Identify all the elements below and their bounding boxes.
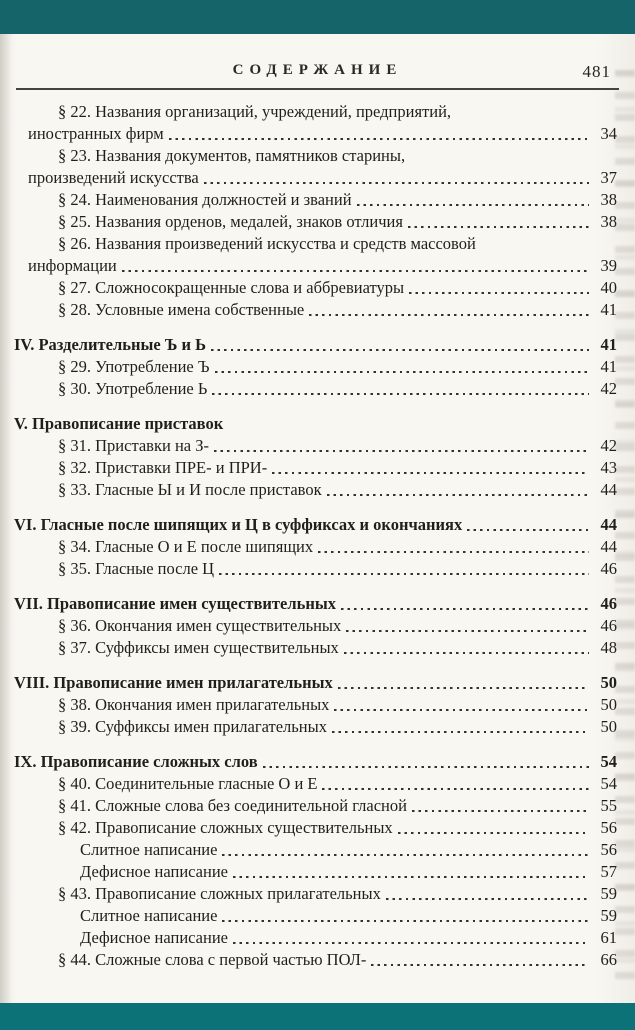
toc-section-row: [14, 593, 617, 615]
toc-entry-text: § 44. Сложные слова с первой частью ПОЛ-: [58, 950, 367, 969]
toc-line: [14, 637, 617, 659]
dot-leader: [412, 810, 589, 813]
toc-item-row: [14, 716, 617, 738]
toc-item-row: [14, 536, 617, 558]
toc-page-ref: 56: [600, 840, 617, 859]
toc-entry-text: IV. Разделительные Ъ и Ь: [14, 335, 207, 354]
toc-page-ref: 55: [600, 796, 617, 815]
toc-line: [14, 299, 617, 321]
toc-line: [14, 751, 617, 773]
toc-entry-text: V. Правописание приставок: [14, 414, 224, 433]
toc-item-row: [14, 356, 617, 378]
toc-entry-text: § 42. Правописание сложных существительных: [58, 818, 393, 837]
toc-section-row: [14, 514, 617, 536]
toc-entry-text: § 34. Гласные О и Е после шипящих: [58, 537, 314, 556]
dot-leader: [398, 832, 589, 835]
toc-entry-text: § 38. Окончания имен прилагательных: [58, 695, 330, 714]
toc-page-ref: 57: [600, 862, 617, 881]
toc-page-ref: 38: [600, 190, 617, 209]
toc-entry-text: § 32. Приставки ПРЕ- и ПРИ-: [58, 458, 268, 477]
toc-line: [14, 773, 617, 795]
dot-leader: [309, 314, 589, 317]
toc-item-row: [14, 795, 617, 817]
toc-line: [14, 883, 617, 905]
toc-entry-text: § 40. Соединительные гласные О и Е: [58, 774, 318, 793]
toc-entry-text: § 41. Сложные слова без соединительной гласной: [58, 796, 407, 815]
dot-leader: [322, 788, 589, 791]
toc-entry-text: Дефисное написание: [80, 928, 228, 947]
toc-line: [14, 795, 617, 817]
toc-line: [14, 861, 617, 883]
toc-sub-row: [14, 861, 617, 883]
toc-entry-text: IX. Правописание сложных слов: [14, 752, 258, 771]
toc-section-row: [14, 672, 617, 694]
toc-page-ref: 56: [600, 818, 617, 837]
toc-page-ref: 39: [600, 256, 617, 275]
toc-entry-text: § 25. Названия орденов, медалей, знаков отличия: [58, 212, 403, 231]
page-header: [0, 61, 635, 85]
toc-item-row: [14, 299, 617, 321]
dot-leader: [467, 529, 589, 532]
toc-page-ref: 46: [600, 559, 617, 578]
toc-item-row: [14, 558, 617, 580]
toc-page-ref: 38: [600, 212, 617, 231]
toc-page-ref: 41: [600, 300, 617, 319]
toc-item-row: [14, 773, 617, 795]
toc-line: [14, 694, 617, 716]
toc-entry-text: § 22. Названия организаций, учреждений, предприятий,: [58, 102, 452, 121]
toc-page-ref: 40: [600, 278, 617, 297]
dot-leader: [344, 652, 589, 655]
toc-item-row: [14, 457, 617, 479]
toc-entry-text: § 43. Правописание сложных прилагательных: [58, 884, 381, 903]
dot-leader: [215, 371, 589, 374]
toc-entry-text: § 35. Гласные после Ц: [58, 559, 215, 578]
toc-item-row: [14, 615, 617, 637]
toc-line: [14, 672, 617, 694]
dot-leader: [318, 551, 589, 554]
toc-line: [14, 839, 617, 861]
dot-leader: [169, 138, 589, 141]
header-rule: [16, 88, 619, 90]
toc-section-row: [14, 334, 617, 356]
toc-item-row: [14, 189, 617, 211]
dot-leader: [338, 687, 589, 690]
toc-item-row: [14, 277, 617, 299]
toc-line: [14, 716, 617, 738]
toc-page-ref: 46: [600, 616, 617, 635]
toc-page-ref: 44: [600, 515, 617, 534]
toc-page-ref: 50: [600, 717, 617, 736]
toc-page-ref: 59: [600, 906, 617, 925]
dot-leader: [334, 709, 589, 712]
toc-entry-text: § 37. Суффиксы имен существительных: [58, 638, 339, 657]
contents-title: СОДЕРЖАНИЕ: [232, 62, 403, 78]
toc-list: [0, 99, 635, 971]
toc-page-ref: 66: [600, 950, 617, 969]
toc-page-ref: 44: [600, 480, 617, 499]
toc-line: [14, 949, 617, 971]
toc-section-row: [14, 751, 617, 773]
dot-leader: [214, 450, 589, 453]
toc-entry-text: § 24. Наименования должностей и званий: [58, 190, 352, 209]
dot-leader: [222, 854, 589, 857]
toc-entry-text: § 23. Названия документов, памятников старины,: [58, 146, 406, 165]
toc-item-row: [14, 101, 617, 145]
toc-line: [14, 479, 617, 501]
toc-page-ref: 50: [600, 695, 617, 714]
toc-item-row: [14, 378, 617, 400]
toc-item-row: [14, 949, 617, 971]
toc-line: [14, 211, 617, 233]
toc-item-row: [14, 211, 617, 233]
toc-line: [14, 457, 617, 479]
toc-section-row: [14, 413, 617, 435]
dot-leader: [332, 731, 589, 734]
toc-page-ref: 50: [600, 673, 617, 692]
toc-entry-text: § 26. Названия произведений искусства и средств массовой: [58, 234, 476, 253]
dot-leader: [212, 393, 589, 396]
dot-leader: [409, 292, 589, 295]
toc-line: [14, 101, 617, 123]
toc-page-ref: 46: [600, 594, 617, 613]
top-cover-band: [0, 0, 635, 34]
toc-line: [14, 255, 617, 277]
toc-line: [14, 277, 617, 299]
toc-item-row: [14, 435, 617, 457]
dot-leader: [272, 472, 589, 475]
toc-line: [14, 514, 617, 536]
dot-leader: [371, 964, 589, 967]
toc-page-ref: 43: [600, 458, 617, 477]
toc-page-ref: 54: [600, 774, 617, 793]
toc-item-row: [14, 694, 617, 716]
toc-entry-text: VII. Правописание имен существительных: [14, 594, 336, 613]
dot-leader: [122, 270, 589, 273]
toc-entry-text: иностранных фирм: [28, 124, 164, 143]
toc-entry-text: § 27. Сложносокращенные слова и аббревиатуры: [58, 278, 405, 297]
dot-leader: [263, 766, 589, 769]
toc-entry-text: информации: [28, 256, 117, 275]
toc-line: [14, 145, 617, 167]
toc-entry-text: произведений искусства: [28, 168, 199, 187]
dot-leader: [346, 630, 589, 633]
dot-leader: [211, 349, 589, 352]
page-surface: [0, 34, 635, 1003]
toc-line: [14, 817, 617, 839]
dot-leader: [233, 942, 589, 945]
dot-leader: [408, 226, 589, 229]
toc-entry-text: Слитное написание: [80, 840, 218, 859]
toc-line: [14, 413, 617, 435]
dot-leader: [327, 494, 589, 497]
toc-line: [14, 435, 617, 457]
toc-entry-text: Дефисное написание: [80, 862, 228, 881]
toc-item-row: [14, 883, 617, 905]
toc-line: [14, 189, 617, 211]
toc-item-row: [14, 145, 617, 189]
toc-item-row: [14, 233, 617, 277]
dot-leader: [386, 898, 589, 901]
page-number: 481: [582, 62, 611, 81]
toc-entry-text: § 30. Употребление Ь: [58, 379, 208, 398]
toc-page-ref: 41: [600, 357, 617, 376]
toc-line: [14, 356, 617, 378]
toc-item-row: [14, 637, 617, 659]
toc-page-ref: 59: [600, 884, 617, 903]
dot-leader: [219, 573, 589, 576]
toc-page-ref: 42: [600, 436, 617, 455]
toc-line: [14, 378, 617, 400]
toc-line: [14, 905, 617, 927]
dot-leader: [357, 204, 589, 207]
dot-leader: [233, 876, 589, 879]
toc-entry-text: § 39. Суффиксы имен прилагательных: [58, 717, 327, 736]
toc-entry-text: § 31. Приставки на З-: [58, 436, 209, 455]
toc-page-ref: 54: [600, 752, 617, 771]
bottom-cover-band: [0, 1003, 635, 1030]
toc-line: [14, 233, 617, 255]
toc-line: [14, 558, 617, 580]
toc-line: [14, 123, 617, 145]
toc-sub-row: [14, 839, 617, 861]
dot-leader: [341, 608, 589, 611]
toc-line: [14, 615, 617, 637]
toc-entry-text: § 28. Условные имена собственные: [58, 300, 305, 319]
toc-page-ref: 34: [600, 124, 617, 143]
toc-page-ref: 41: [600, 335, 617, 354]
toc-entry-text: VI. Гласные после шипящих и Ц в суффиксах и окончаниях: [14, 515, 463, 534]
toc-entry-text: § 36. Окончания имен существительных: [58, 616, 342, 635]
toc-entry-text: § 29. Употребление Ъ: [58, 357, 210, 376]
toc-page-ref: 44: [600, 537, 617, 556]
toc-entry-text: § 33. Гласные Ы и И после приставок: [58, 480, 322, 499]
dot-leader: [222, 920, 589, 923]
toc-page-ref: 61: [600, 928, 617, 947]
toc-line: [14, 334, 617, 356]
toc-page-ref: 48: [600, 638, 617, 657]
toc-page-ref: 37: [600, 168, 617, 187]
toc-sub-row: [14, 927, 617, 949]
toc-entry-text: VIII. Правописание имен прилагательных: [14, 673, 333, 692]
toc-item-row: [14, 817, 617, 839]
toc-line: [14, 927, 617, 949]
toc-item-row: [14, 479, 617, 501]
dot-leader: [204, 182, 589, 185]
toc-line: [14, 167, 617, 189]
toc-page-ref: 42: [600, 379, 617, 398]
toc-sub-row: [14, 905, 617, 927]
toc-entry-text: Слитное написание: [80, 906, 218, 925]
toc-line: [14, 593, 617, 615]
toc-line: [14, 536, 617, 558]
